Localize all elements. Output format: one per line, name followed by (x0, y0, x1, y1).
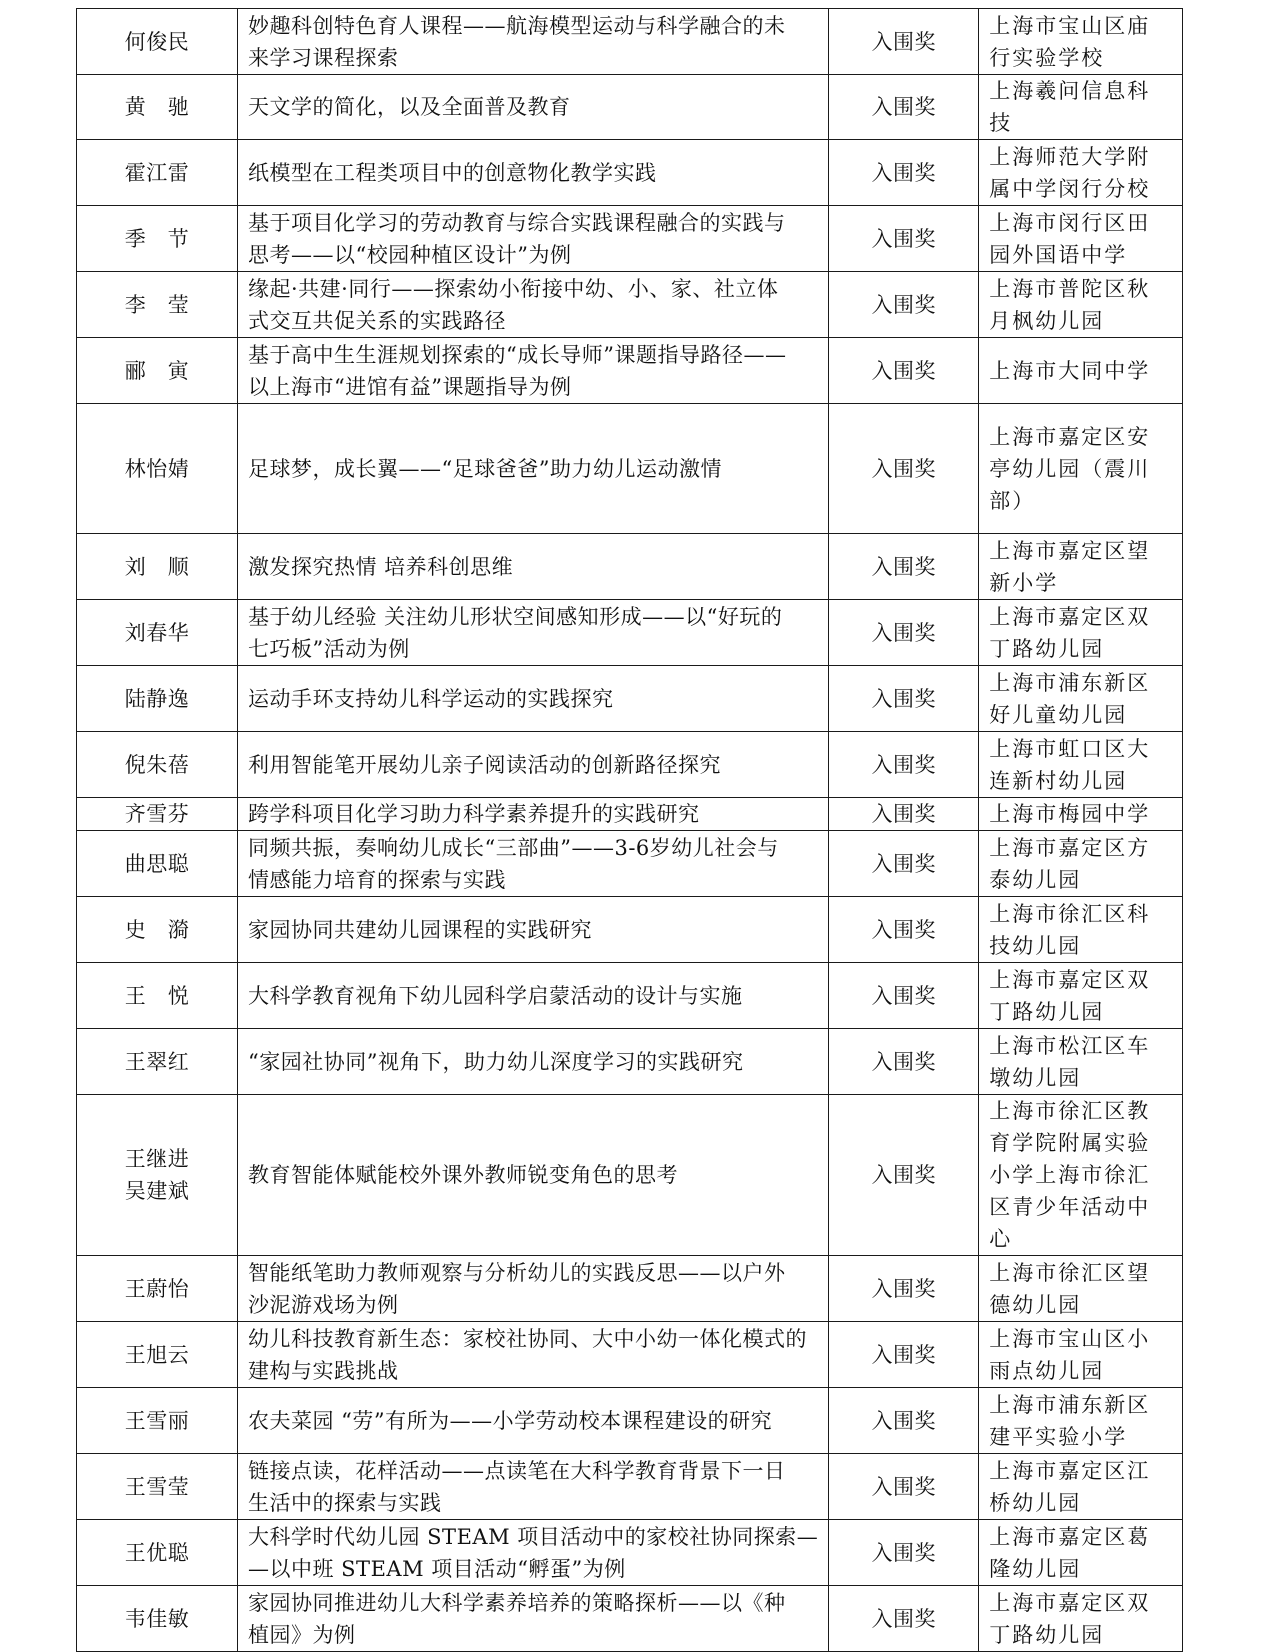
person-name: 黄 驰 (124, 95, 190, 119)
organization-cell (979, 1454, 1183, 1520)
organization-cell (979, 206, 1183, 272)
award-cell (829, 9, 979, 75)
table-row (77, 1454, 1183, 1520)
project-title-line: 家园协同推进幼儿大科学素养培养的策略探析——以《种 (248, 1590, 786, 1615)
name-cell (77, 963, 238, 1029)
project-title-cell (238, 963, 829, 1029)
award-cell (829, 534, 979, 600)
organization-name: 上海市嘉定区安亭幼儿园（震川部） (989, 424, 1151, 513)
project-title-cell (238, 140, 829, 206)
person-name: 齐雪芬 (124, 802, 190, 826)
organization-cell (979, 963, 1183, 1029)
organization-cell (979, 1586, 1183, 1652)
project-title-cell (238, 206, 829, 272)
organization-name: 上海市嘉定区葛隆幼儿园 (989, 1524, 1151, 1581)
project-title-line: 基于高中生生涯规划探索的“成长导师”课题指导路径—— (248, 342, 787, 367)
project-title-line: 跨学科项目化学习助力科学素养提升的实践研究 (248, 802, 700, 826)
name-cell (77, 600, 238, 666)
name-cell (77, 9, 238, 75)
table-row (77, 1029, 1183, 1095)
award-cell (829, 1322, 979, 1388)
award-cell (829, 732, 979, 798)
table-row (77, 206, 1183, 272)
organization-name: 上海市浦东新区好儿童幼儿园 (989, 670, 1151, 727)
organization-cell (979, 831, 1183, 897)
award-cell (829, 798, 979, 831)
organization-name: 上海市大同中学 (989, 358, 1151, 383)
award-cell (829, 206, 979, 272)
table-row (77, 600, 1183, 666)
project-title-cell (238, 1029, 829, 1095)
award-cell (829, 1256, 979, 1322)
person-name: 王 悦 (124, 983, 190, 1008)
project-title-line: 建构与实践挑战 (248, 1358, 399, 1383)
project-title-line: 式交互共促关系的实践路径 (248, 308, 506, 333)
award-label: 入围奖 (871, 160, 936, 185)
organization-name: 上海羲问信息科技 (989, 79, 1151, 135)
award-label: 入围奖 (871, 1540, 936, 1565)
person-name: 李 莹 (124, 292, 190, 317)
project-title-line: 天文学的简化，以及全面普及教育 (248, 95, 571, 119)
project-title-line: 沙泥游戏场为例 (248, 1292, 399, 1317)
organization-name: 上海市徐汇区望德幼儿园 (989, 1260, 1151, 1317)
person-name: 林怡婧 (124, 456, 190, 481)
project-title-line: 生活中的探索与实践 (248, 1490, 442, 1515)
award-cell (829, 897, 979, 963)
award-cell (829, 272, 979, 338)
award-label: 入围奖 (871, 1474, 936, 1499)
award-cell (829, 1029, 979, 1095)
name-cell (77, 897, 238, 963)
project-title-line: 激发探究热情 培养科创思维 (248, 554, 514, 579)
name-cell (77, 140, 238, 206)
person-name: 霍江雷 (124, 160, 190, 185)
person-name: 曲思聪 (124, 851, 190, 876)
project-title-cell (238, 732, 829, 798)
table-row (77, 75, 1183, 140)
organization-name: 上海市宝山区小雨点幼儿园 (989, 1326, 1151, 1383)
organization-name: 上海市嘉定区双丁路幼儿园 (989, 1590, 1151, 1647)
award-label: 入围奖 (871, 1163, 936, 1187)
project-title-line: 智能纸笔助力教师观察与分析幼儿的实践反思——以户外 (248, 1260, 786, 1285)
table-row (77, 534, 1183, 600)
name-cell (77, 732, 238, 798)
person-name: 倪朱蓓 (124, 752, 190, 777)
project-title-cell (238, 338, 829, 404)
project-title-cell (238, 75, 829, 140)
project-title-cell (238, 1256, 829, 1322)
award-cell (829, 404, 979, 534)
organization-cell (979, 140, 1183, 206)
organization-name: 上海师范大学附属中学闵行分校 (989, 144, 1151, 201)
award-label: 入围奖 (871, 1408, 936, 1433)
table-row (77, 9, 1183, 75)
project-title-line: 来学习课程探索 (248, 45, 399, 70)
award-label: 入围奖 (871, 851, 936, 876)
organization-cell (979, 534, 1183, 600)
project-title-line: 教育智能体赋能校外课外教师锐变角色的思考 (248, 1163, 678, 1187)
project-title-line: 农夫菜园 “劳”有所为——小学劳动校本课程建设的研究 (248, 1408, 773, 1433)
project-title-cell (238, 831, 829, 897)
table-row (77, 1256, 1183, 1322)
organization-name: 上海市浦东新区建平实验小学 (989, 1392, 1151, 1449)
name-cell (77, 1256, 238, 1322)
award-label: 入围奖 (871, 95, 936, 119)
table-row (77, 798, 1183, 831)
organization-cell (979, 666, 1183, 732)
person-name: 刘 顺 (124, 554, 190, 579)
organization-cell (979, 1322, 1183, 1388)
person-name: 吴建斌 (124, 1179, 190, 1203)
organization-name: 上海市徐汇区科技幼儿园 (989, 901, 1151, 958)
project-title-line: 七巧板”活动为例 (248, 636, 410, 661)
award-table-body (77, 9, 1183, 1652)
award-cell (829, 1388, 979, 1454)
organization-name: 上海市梅园中学 (989, 802, 1151, 826)
award-cell (829, 666, 979, 732)
project-title-line: “家园社协同”视角下，助力幼儿深度学习的实践研究 (248, 1049, 744, 1074)
award-cell (829, 1454, 979, 1520)
project-title-cell (238, 1322, 829, 1388)
person-name: 王雪莹 (124, 1474, 190, 1499)
table-row (77, 272, 1183, 338)
project-title-cell (238, 798, 829, 831)
project-title-line: 纸模型在工程类项目中的创意物化教学实践 (248, 160, 657, 185)
award-cell (829, 831, 979, 897)
table-row (77, 404, 1183, 534)
project-title-line: 缘起·共建·同行——探索幼小衔接中幼、小、家、社立体 (248, 276, 779, 301)
person-name: 韦佳敏 (124, 1606, 190, 1631)
project-title-line: 妙趣科创特色育人课程——航海模型运动与科学融合的未 (248, 13, 786, 38)
award-cell (829, 338, 979, 404)
project-title-line: 利用智能笔开展幼儿亲子阅读活动的创新路径探究 (248, 752, 721, 777)
name-cell (77, 338, 238, 404)
person-name: 陆静逸 (124, 686, 190, 711)
person-name: 郦 寅 (124, 358, 190, 383)
project-title-line: 链接点读，花样活动——点读笔在大科学教育背景下一日 (248, 1458, 786, 1483)
table-row (77, 1520, 1183, 1586)
name-cell (77, 534, 238, 600)
organization-cell (979, 404, 1183, 534)
award-label: 入围奖 (871, 686, 936, 711)
person-name: 王翠红 (124, 1049, 190, 1074)
project-title-line: 大科学时代幼儿园 STEAM 项目活动中的家校社协同探索— (248, 1524, 819, 1549)
organization-name: 上海市闵行区田园外国语中学 (989, 210, 1151, 267)
project-title-cell (238, 1095, 829, 1256)
award-label: 入围奖 (871, 456, 936, 481)
project-title-cell (238, 272, 829, 338)
table-row (77, 1095, 1183, 1256)
project-title-line: 足球梦，成长翼——“足球爸爸”助力幼儿运动激情 (248, 456, 722, 481)
award-cell (829, 600, 979, 666)
organization-name: 上海市虹口区大连新村幼儿园 (989, 736, 1151, 793)
award-label: 入围奖 (871, 292, 936, 317)
project-title-line: 情感能力培育的探索与实践 (248, 867, 506, 892)
award-label: 入围奖 (871, 226, 936, 251)
organization-cell (979, 1256, 1183, 1322)
award-label: 入围奖 (871, 1606, 936, 1631)
name-cell (77, 831, 238, 897)
project-title-cell (238, 404, 829, 534)
organization-cell (979, 1520, 1183, 1586)
project-title-line: 基于项目化学习的劳动教育与综合实践课程融合的实践与 (248, 210, 786, 235)
table-row (77, 1388, 1183, 1454)
project-title-cell (238, 1586, 829, 1652)
organization-cell (979, 9, 1183, 75)
project-title-line: —以中班 STEAM 项目活动“孵蛋”为例 (248, 1556, 626, 1581)
project-title-line: 植园》为例 (248, 1622, 356, 1647)
person-name: 季 节 (124, 226, 190, 251)
table-row (77, 1322, 1183, 1388)
award-cell (829, 1586, 979, 1652)
organization-cell (979, 732, 1183, 798)
name-cell (77, 272, 238, 338)
name-cell (77, 75, 238, 140)
organization-name: 上海市松江区车墩幼儿园 (989, 1033, 1151, 1090)
organization-cell (979, 1388, 1183, 1454)
award-label: 入围奖 (871, 983, 936, 1008)
organization-name: 上海市嘉定区双丁路幼儿园 (989, 604, 1151, 661)
project-title-cell (238, 9, 829, 75)
table-row (77, 338, 1183, 404)
name-cell (77, 206, 238, 272)
name-cell (77, 1322, 238, 1388)
project-title-cell (238, 534, 829, 600)
organization-cell (979, 75, 1183, 140)
organization-name: 上海市普陀区秋月枫幼儿园 (989, 276, 1151, 333)
name-cell (77, 1586, 238, 1652)
award-label: 入围奖 (871, 29, 936, 54)
person-name: 王雪丽 (124, 1408, 190, 1433)
name-cell (77, 1388, 238, 1454)
award-label: 入围奖 (871, 1049, 936, 1074)
organization-name: 上海市徐汇区教育学院附属实验小学上海市徐汇区青少年活动中心 (989, 1099, 1151, 1251)
award-cell (829, 75, 979, 140)
project-title-line: 思考——以“校园种植区设计”为例 (248, 242, 572, 267)
award-cell (829, 1095, 979, 1256)
award-label: 入围奖 (871, 1276, 936, 1301)
table-row (77, 140, 1183, 206)
award-label: 入围奖 (871, 752, 936, 777)
project-title-cell (238, 1388, 829, 1454)
name-cell (77, 1520, 238, 1586)
organization-name: 上海市宝山区庙行实验学校 (989, 13, 1151, 70)
person-name: 何俊民 (124, 29, 190, 54)
project-title-line: 家园协同共建幼儿园课程的实践研究 (248, 917, 592, 942)
name-cell (77, 404, 238, 534)
award-table (76, 8, 1183, 1652)
organization-name: 上海市嘉定区望新小学 (989, 538, 1151, 595)
person-name: 刘春华 (124, 620, 190, 645)
award-label: 入围奖 (871, 554, 936, 579)
project-title-line: 以上海市“进馆有益”课题指导为例 (248, 374, 572, 399)
table-row (77, 831, 1183, 897)
organization-cell (979, 798, 1183, 831)
name-cell (77, 1454, 238, 1520)
organization-cell (979, 600, 1183, 666)
award-label: 入围奖 (871, 358, 936, 383)
name-cell (77, 666, 238, 732)
project-title-cell (238, 600, 829, 666)
name-cell (77, 798, 238, 831)
award-cell (829, 140, 979, 206)
person-name: 王继进 (124, 1147, 190, 1171)
award-cell (829, 1520, 979, 1586)
organization-name: 上海市嘉定区双丁路幼儿园 (989, 967, 1151, 1024)
table-row (77, 897, 1183, 963)
organization-cell (979, 1095, 1183, 1256)
project-title-line: 运动手环支持幼儿科学运动的实践探究 (248, 686, 614, 711)
award-label: 入围奖 (871, 620, 936, 645)
person-name: 王旭云 (124, 1342, 190, 1367)
award-label: 入围奖 (871, 1342, 936, 1367)
person-name: 史 漪 (124, 917, 190, 942)
organization-cell (979, 338, 1183, 404)
project-title-cell (238, 1454, 829, 1520)
project-title-cell (238, 666, 829, 732)
project-title-line: 基于幼儿经验 关注幼儿形状空间感知形成——以“好玩的 (248, 604, 783, 629)
award-label: 入围奖 (871, 802, 936, 826)
person-name: 王蔚怡 (124, 1276, 190, 1301)
project-title-line: 幼儿科技教育新生态：家校社协同、大中小幼一体化模式的 (248, 1326, 807, 1351)
organization-name: 上海市嘉定区方泰幼儿园 (989, 835, 1151, 892)
organization-name: 上海市嘉定区江桥幼儿园 (989, 1458, 1151, 1515)
table-row (77, 1586, 1183, 1652)
project-title-line: 大科学教育视角下幼儿园科学启蒙活动的设计与实施 (248, 983, 743, 1008)
name-cell (77, 1095, 238, 1256)
organization-cell (979, 272, 1183, 338)
award-cell (829, 963, 979, 1029)
table-row (77, 666, 1183, 732)
person-name: 王优聪 (124, 1540, 190, 1565)
project-title-cell (238, 897, 829, 963)
organization-cell (979, 1029, 1183, 1095)
project-title-cell (238, 1520, 829, 1586)
name-cell (77, 1029, 238, 1095)
table-row (77, 963, 1183, 1029)
organization-cell (979, 897, 1183, 963)
project-title-line: 同频共振，奏响幼儿成长“三部曲”——3-6岁幼儿社会与 (248, 835, 779, 860)
table-row (77, 732, 1183, 798)
award-label: 入围奖 (871, 917, 936, 942)
